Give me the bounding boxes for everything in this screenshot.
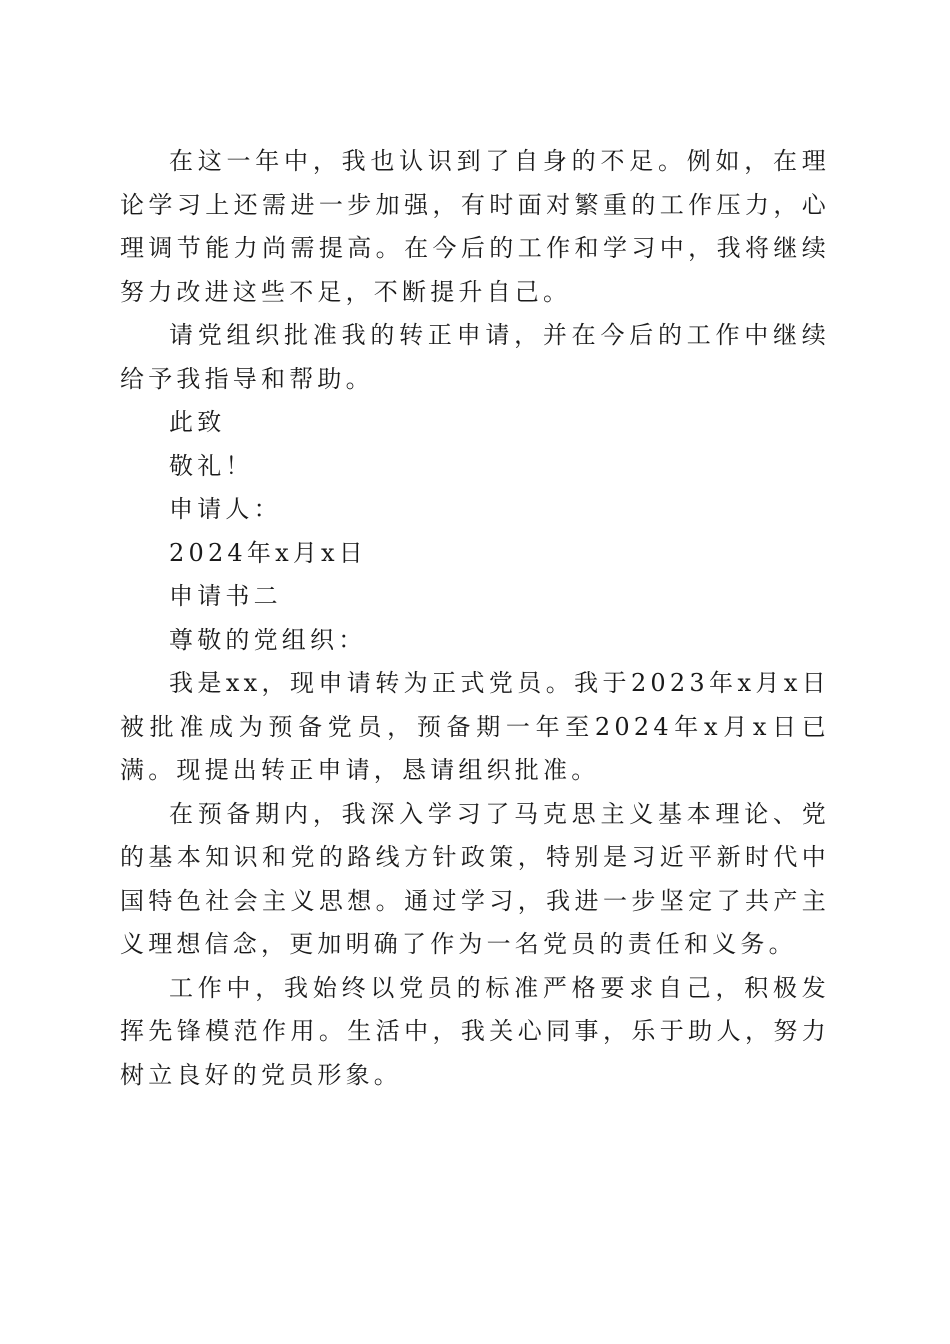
paragraph-study: 在预备期内，我深入学习了马克思主义基本理论、党的基本知识和党的路线方针政策，特别是习近平新时代中国特色社会主义思想。通过学习，我进一步坚定了共产主义理想信念，更加明确了作为一名党员的责任和义务。 (120, 799, 830, 958)
greeting: 尊敬的党组织： (169, 625, 367, 654)
paragraph-shortcomings: 在这一年中，我也认识到了自身的不足。例如，在理论学习上还需进一步加强，有时面对繁重的工作压力，心理调节能力尚需提高。在今后的工作和学习中，我将继续努力改进这些不足，不断提升自己。 (120, 147, 830, 306)
section-title: 申请书二 (169, 582, 282, 610)
closing-salutation: 此致 (169, 408, 226, 436)
applicant-label: 申请人： (169, 495, 282, 523)
paragraph-work: 工作中，我始终以党员的标准严格要求自己，积极发挥先锋模范作用。生活中，我关心同事，乐于助人，努力树立良好的党员形象。 (120, 973, 830, 1089)
application-date: 2024年x月x日 (169, 538, 367, 567)
paragraph-request: 请党组织批准我的转正申请，并在今后的工作中继续给予我指导和帮助。 (120, 321, 830, 393)
closing-regards: 敬礼！ (169, 451, 254, 480)
paragraph-introduction: 我是xx，现申请转为正式党员。我于2023年x月x日被批准成为预备党员，预备期一年至2024年x月x日已满。现提出转正申请，恳请组织批准。 (120, 669, 830, 784)
document-body (120, 140, 830, 1097)
